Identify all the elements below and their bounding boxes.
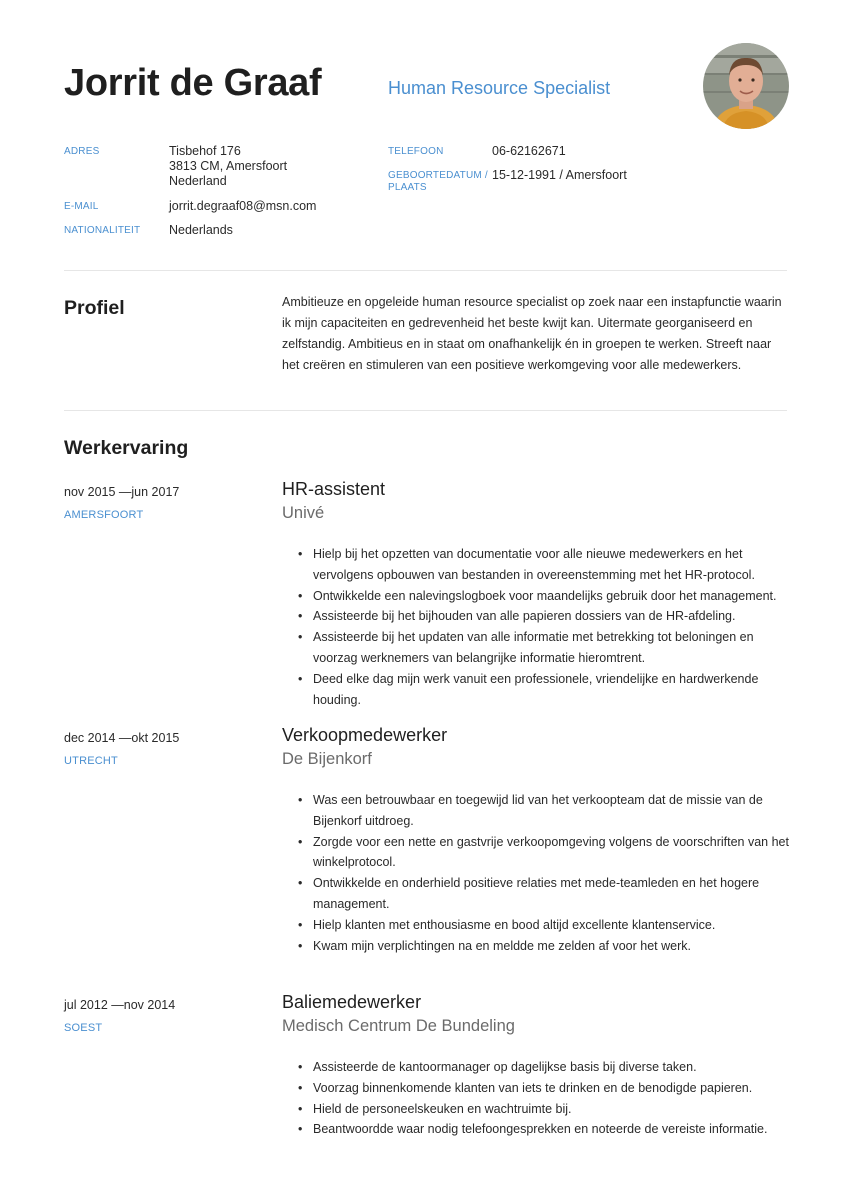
duty-item: • Ontwikkelde een nalevingslogboek voor maandelijks gebruik door het management.	[313, 586, 790, 607]
duty-item: • Assisteerde bij het updaten van alle informatie met betrekking tot beloningen en voorzag werknemers van belangrijke informatie hieromtrent.	[313, 627, 790, 669]
divider	[64, 270, 787, 271]
address-line-3: Nederland	[169, 174, 227, 188]
job-dates: jul 2012 —nov 2014	[64, 998, 176, 1012]
duty-item: • Deed elke dag mijn werk vanuit een professionele, vriendelijke en hardwerkende houding.	[313, 669, 790, 711]
duty-item: • Hield de personeelskeuken en wachtruimte bij.	[313, 1099, 790, 1120]
job-location: AMERSFOORT	[64, 509, 144, 521]
birth-label-line-2: PLAATS	[388, 182, 427, 193]
birth-value: 15-12-1991 / Amersfoort	[492, 168, 627, 182]
job-role: Verkoopmedewerker	[282, 725, 448, 745]
job-company: Medisch Centrum De Bundeling	[282, 1017, 515, 1035]
duty-item: • Zorgde voor een nette en gastvrije verkoopomgeving volgens de voorschriften van het winkelprotocol.	[313, 832, 790, 874]
address-line-1: Tisbehof 176	[169, 144, 241, 158]
job-company: De Bijenkorf	[282, 750, 372, 768]
job-company: Univé	[282, 504, 325, 522]
profile-summary: Ambitieuze en opgeleide human resource specialist op zoek naar een instapfunctie waarin ik mijn capaciteiten en gedrevenheid het beste kwijt kan. Uitermate georganiseerd en zelfstandig. Ambitieus en in staat om onafhankelijk én in groepen te werken. Streeft naar het creëren en stimuleren van een positieve werkomgeving voor alle medewerkers.	[282, 295, 782, 372]
job-role: Baliemedewerker	[282, 992, 422, 1012]
nationality-value: Nederlands	[169, 223, 233, 237]
duty-item: • Voorzag binnenkomende klanten van iets te drinken en de benodigde papieren.	[313, 1078, 790, 1099]
job-duties-list	[313, 1057, 790, 1140]
phone-value: 06-62162671	[492, 144, 566, 158]
address-label: ADRES	[64, 146, 100, 157]
job-duties-list	[313, 790, 790, 956]
duty-item: • Assisteerde de kantoormanager op dagelijkse basis bij diverse taken.	[313, 1057, 790, 1078]
candidate-name: Jorrit de Graaf	[64, 62, 322, 104]
job-duties-list	[313, 544, 790, 710]
duty-item: • Assisteerde bij het bijhouden van alle papieren dossiers van de HR-afdeling.	[313, 606, 790, 627]
nationality-label: NATIONALITEIT	[64, 225, 141, 236]
duty-item: • Hielp bij het opzetten van documentatie voor alle nieuwe medewerkers en het vervolgens opbouwen van bestanden in overeenstemming met het HR-protocol.	[313, 544, 790, 586]
job-location: SOEST	[64, 1022, 103, 1034]
email-label: E-MAIL	[64, 201, 99, 212]
duty-item: • Was een betrouwbaar en toegewijd lid van het verkoopteam dat de missie van de Bijenkorf uitdroeg.	[313, 790, 790, 832]
duty-item: • Kwam mijn verplichtingen na en meldde me zelden af voor het werk.	[313, 936, 790, 957]
birth-label-line-1: GEBOORTEDATUM /	[388, 170, 488, 181]
address-line-2: 3813 CM, Amersfoort	[169, 159, 288, 173]
email-value: jorrit.degraaf08@msn.com	[169, 199, 317, 213]
job-title: Human Resource Specialist	[388, 78, 611, 98]
duty-item: • Hielp klanten met enthousiasme en bood altijd excellente klantenservice.	[313, 915, 790, 936]
job-dates: nov 2015 —jun 2017	[64, 485, 180, 499]
divider	[64, 410, 787, 411]
phone-label: TELEFOON	[388, 146, 444, 157]
job-location: UTRECHT	[64, 755, 118, 767]
profile-section-title: Profiel	[64, 297, 125, 319]
experience-section-title: Werkervaring	[64, 437, 189, 459]
duty-item: • Ontwikkelde en onderhield positieve relaties met mede-teamleden en het hogere management.	[313, 873, 790, 915]
duty-item: • Beantwoordde waar nodig telefoongesprekken en noteerde de vereiste informatie.	[313, 1119, 790, 1140]
job-role: HR-assistent	[282, 479, 386, 499]
profile-photo	[703, 43, 789, 129]
job-dates: dec 2014 —okt 2015	[64, 731, 180, 745]
